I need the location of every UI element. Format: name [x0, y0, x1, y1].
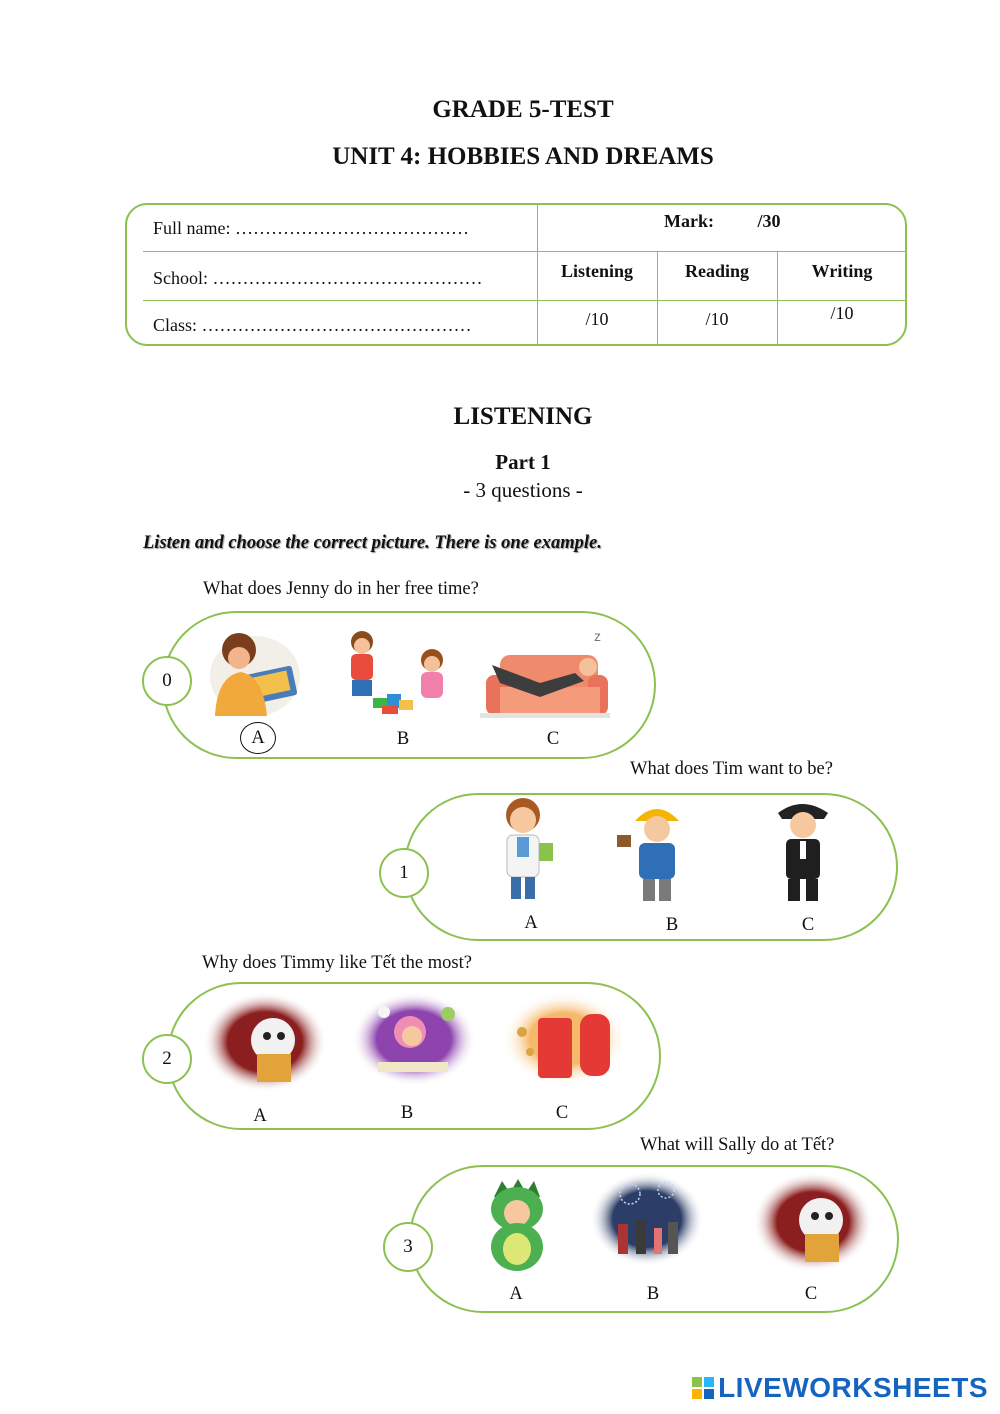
unit-title: UNIT 4: HOBBIES AND DREAMS [332, 143, 714, 170]
lion-dance-icon[interactable] [753, 1172, 873, 1272]
question-2-option-b[interactable]: B [400, 1103, 414, 1123]
question-2-number: 2 [142, 1034, 192, 1084]
question-3-option-b[interactable]: B [646, 1284, 660, 1304]
lion-dance-icon[interactable] [203, 992, 328, 1092]
question-1-option-b[interactable]: B [665, 915, 679, 935]
question-0-number: 0 [142, 656, 192, 706]
doctor-boy-icon[interactable] [487, 795, 562, 905]
question-0-option-c[interactable]: C [546, 729, 560, 749]
section-title: LISTENING [453, 403, 593, 430]
listening-score[interactable]: /10 [585, 309, 609, 329]
liveworksheets-logo [692, 1372, 988, 1404]
question-1-option-c[interactable]: C [801, 915, 815, 935]
student-info-box [125, 203, 907, 346]
question-2-option-a[interactable]: A [253, 1106, 267, 1126]
pilot-boy-icon[interactable] [770, 795, 835, 905]
question-3-option-c[interactable]: C [804, 1284, 818, 1304]
kids-blocks-icon[interactable] [337, 628, 452, 718]
page-title: GRADE 5-TEST [432, 96, 614, 123]
writing-score[interactable]: /10 [830, 303, 854, 323]
listening-header: Listening [560, 261, 634, 281]
school-field[interactable]: School: ……………………………………… [153, 268, 483, 288]
man-sleeping-sofa-icon[interactable] [480, 625, 610, 720]
mark-label: Mark: [664, 211, 714, 231]
girl-puzzle-icon[interactable] [205, 628, 300, 718]
question-0-option-a[interactable]: A [240, 722, 276, 754]
reading-score[interactable]: /10 [705, 309, 729, 329]
question-0-option-b[interactable]: B [396, 729, 410, 749]
full-name-field[interactable]: Full name: ………………………………… [153, 218, 469, 238]
question-3-number: 3 [383, 1222, 433, 1272]
class-field[interactable]: Class: ……………………………………… [153, 315, 472, 335]
builder-boy-icon[interactable] [615, 797, 700, 907]
reading-header: Reading [684, 261, 749, 281]
question-2-text: Why does Timmy like Tết the most? [202, 953, 472, 973]
mark-total[interactable]: /30 [757, 211, 781, 231]
lucky-money-icon[interactable] [502, 992, 627, 1087]
question-1-option-a[interactable]: A [524, 913, 538, 933]
question-2-option-c[interactable]: C [555, 1103, 569, 1123]
question-count: - 3 questions - [463, 478, 583, 502]
instruction: Listen and choose the correct picture. There is one example. [143, 533, 602, 553]
writing-header: Writing [811, 261, 873, 281]
svg-text:z: z [594, 628, 601, 644]
question-3-text: What will Sally do at Tết? [640, 1135, 835, 1155]
logo-text: LIVEWORKSHEETS [718, 1372, 988, 1403]
fireworks-family-icon[interactable] [590, 1172, 705, 1267]
dinosaur-costume-icon[interactable] [480, 1175, 555, 1275]
girl-crafts-icon[interactable] [352, 992, 477, 1087]
question-0-text: What does Jenny do in her free time? [203, 579, 479, 599]
question-1-text: What does Tim want to be? [630, 759, 833, 779]
question-1-number: 1 [379, 848, 429, 898]
question-3-option-a[interactable]: A [509, 1284, 523, 1304]
part-title: Part 1 [495, 450, 551, 474]
liveworksheets-icon [692, 1377, 714, 1399]
